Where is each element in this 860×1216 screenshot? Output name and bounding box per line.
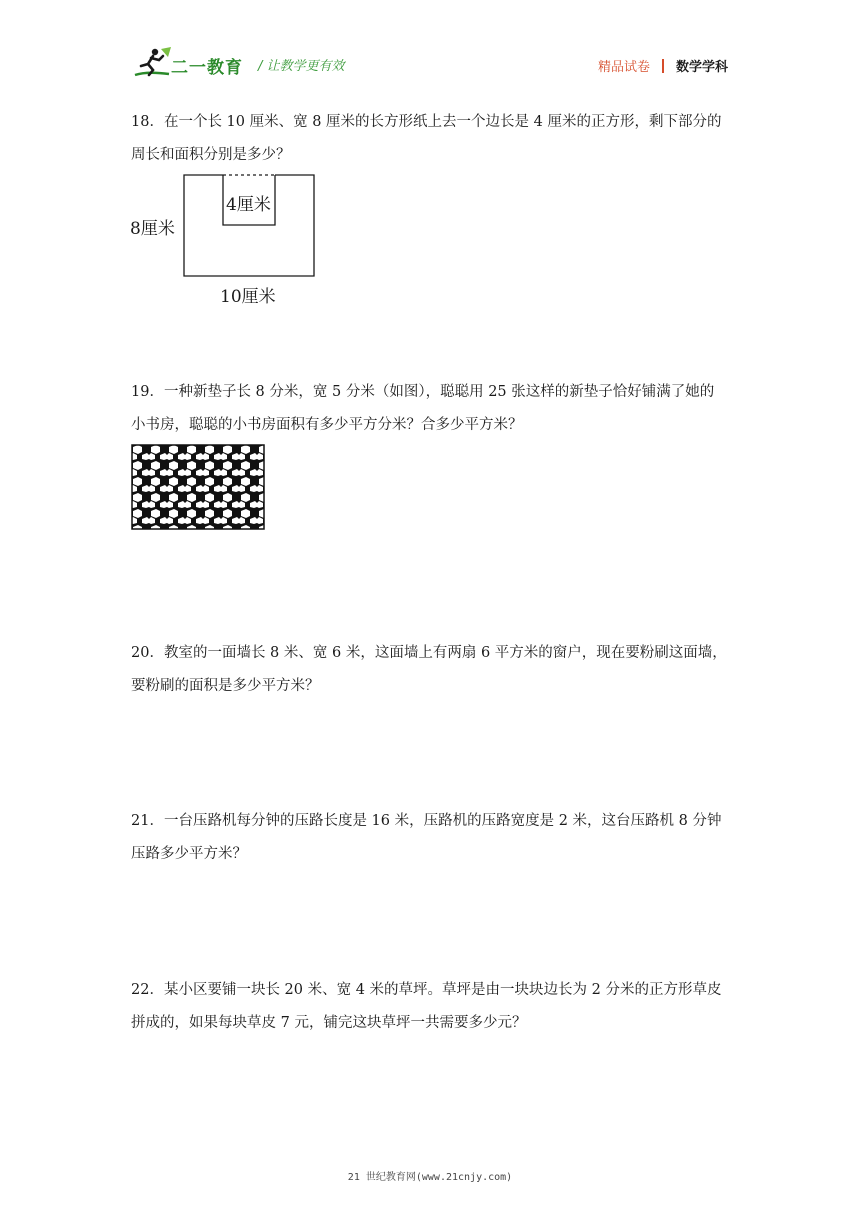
question-18	[131, 106, 731, 172]
logo-text: 二一教育	[171, 58, 243, 78]
question-text-line: 18．在一个长 10 厘米、宽 8 厘米的长方形纸上去一个边长是 4 厘米的正方形，剩下部分的	[131, 114, 722, 130]
tag-premium-paper: 精品试卷	[597, 60, 650, 75]
slogan: / 让教学更有效	[258, 59, 345, 74]
question-20	[131, 637, 731, 703]
question-22	[131, 974, 731, 1040]
question-text-line: 压路多少平方米？	[131, 846, 247, 862]
rectangle-cutout-figure	[130, 168, 330, 308]
page-header	[0, 0, 860, 90]
question-text-line: 22．某小区要铺一块长 20 米、宽 4 米的草坪。草坪是由一块块边长为 2 分米的正方形草皮	[131, 982, 722, 998]
question-text-line: 21．一台压路机每分钟的压路长度是 16 米，压路机的压路宽度是 2 米，这台压路机 8 分钟	[131, 813, 722, 829]
patterned-mat-icon	[131, 444, 265, 530]
question-text-line: 20．教室的一面墙长 8 米、宽 6 米，这面墙上有两扇 6 平方米的窗户，现在要粉刷这面墙，	[131, 645, 727, 661]
site-logo[interactable]	[133, 45, 253, 81]
question-text-line: 小书房，聪聪的小书房面积有多少平方分米？合多少平方米？	[131, 417, 523, 433]
header-tags	[598, 56, 728, 75]
question-text-line: 拼成的，如果每块草皮 7 元，铺完这块草坪一共需要多少元？	[131, 1015, 527, 1031]
square-side-label: 4厘米	[226, 195, 271, 215]
mat-figure	[131, 444, 265, 530]
tag-subject: 数学学科	[675, 60, 728, 75]
question-text-line: 要粉刷的面积是多少平方米？	[131, 678, 320, 694]
length-label: 10厘米	[220, 287, 276, 307]
header-divider	[662, 59, 664, 73]
runner-logo-icon	[133, 45, 173, 79]
page-footer: 21 世纪教育网(www.21cnjy.com)	[347, 1172, 513, 1183]
width-label: 8厘米	[130, 219, 175, 239]
question-text-line: 周长和面积分别是多少？	[131, 147, 291, 163]
question-21	[131, 805, 731, 871]
question-19	[131, 376, 731, 442]
question-text-line: 19．一种新垫子长 8 分米，宽 5 分米（如图），聪聪用 25 张这样的新垫子恰好铺满了她的	[131, 384, 715, 400]
